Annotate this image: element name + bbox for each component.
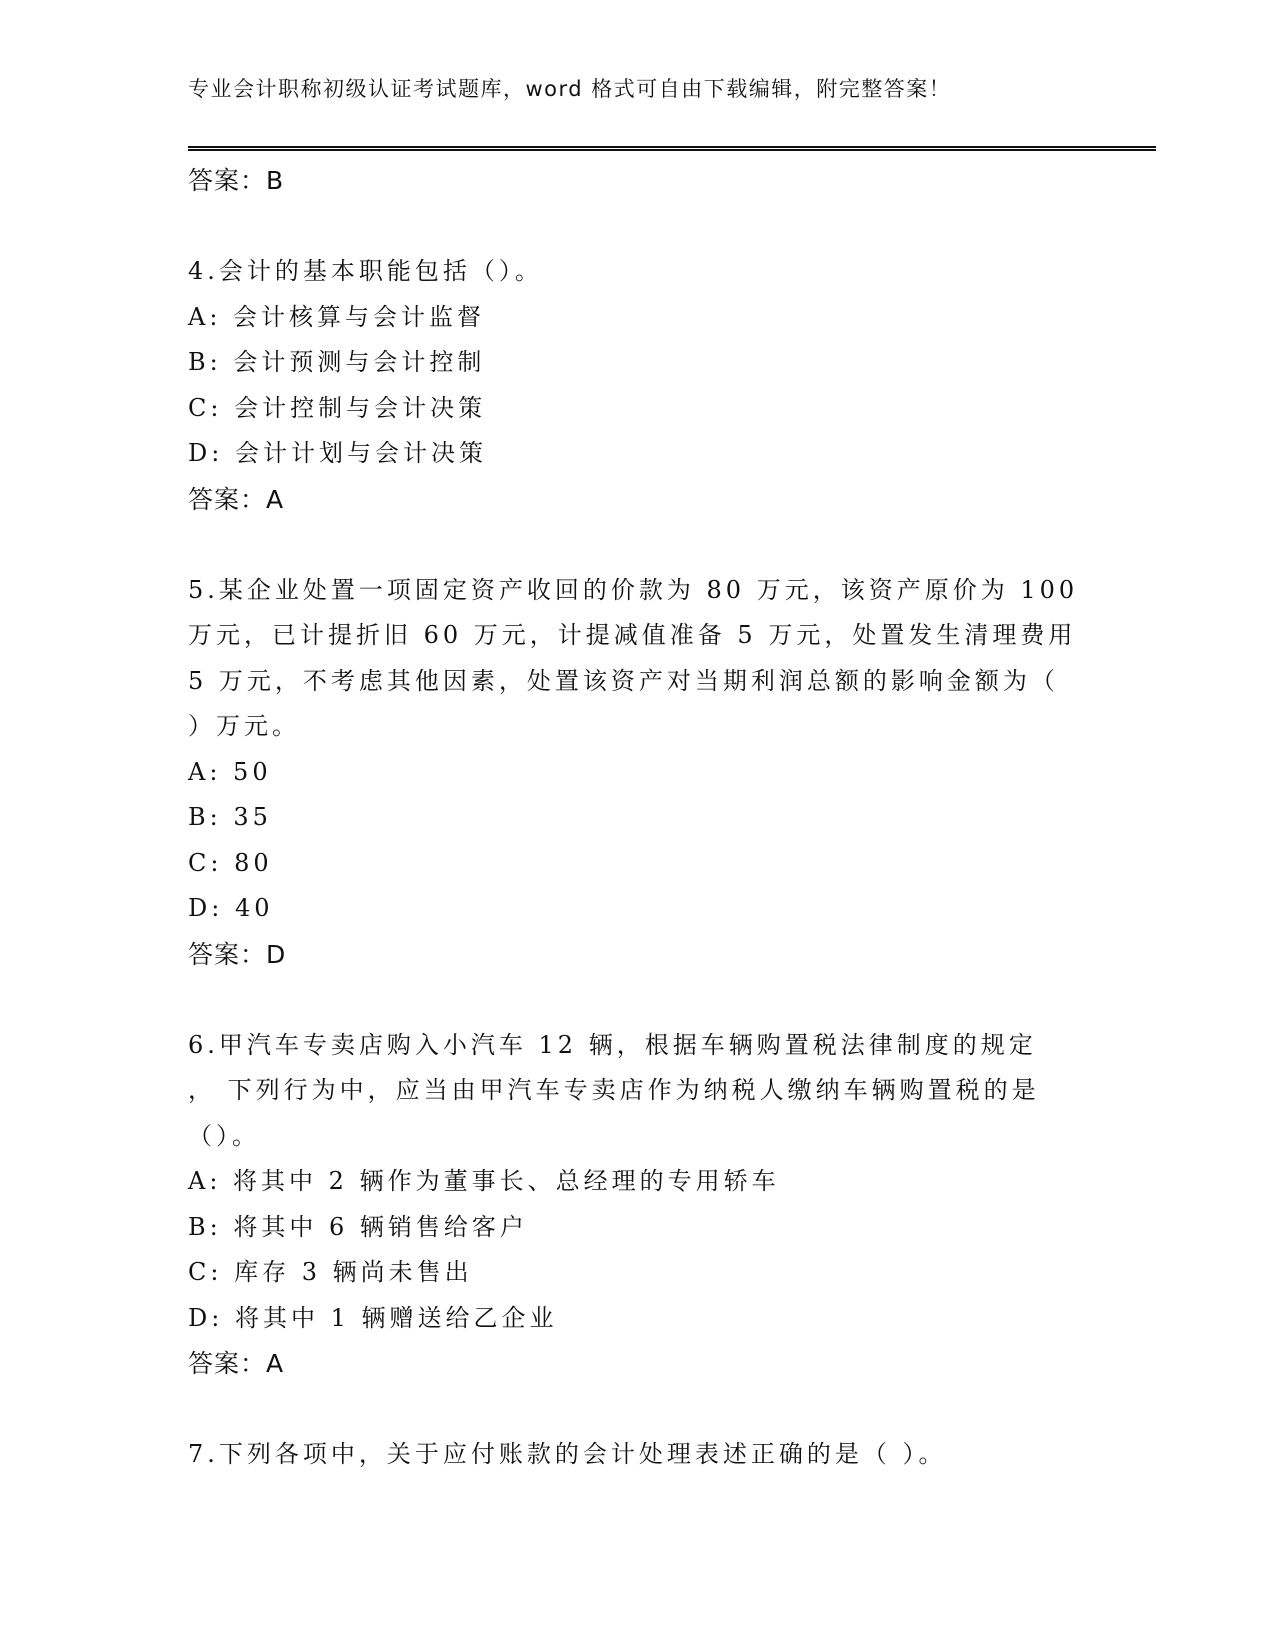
header-double-rule xyxy=(188,146,1156,151)
option-b: B: 35 xyxy=(188,803,272,831)
spacer xyxy=(188,204,1088,250)
question-stem: ）万元。 xyxy=(188,712,300,740)
spacer xyxy=(188,1387,1088,1433)
question-stem: 7.下列各项中，关于应付账款的会计处理表述正确的是（ ）。 xyxy=(188,1440,947,1468)
document-body xyxy=(188,158,1088,1478)
question-block xyxy=(188,1432,1088,1478)
option-a: A: 会计核算与会计监督 xyxy=(188,302,486,331)
question-stem: 4.会计的基本职能包括（）。 xyxy=(188,257,543,285)
question-stem: 5.某企业处置一项固定资产收回的价款为 80 万元，该资产原价为 100 xyxy=(188,575,1079,604)
spacer xyxy=(188,977,1088,1023)
spacer xyxy=(188,522,1088,568)
option-d: D: 会计计划与会计决策 xyxy=(188,439,487,467)
answer-line: 答案：B xyxy=(188,166,285,195)
answer-line: 答案：A xyxy=(188,484,285,514)
option-c: C: 80 xyxy=(188,848,273,877)
option-d: D: 40 xyxy=(188,894,274,922)
option-b: B: 将其中 6 辆销售给客户 xyxy=(188,1212,528,1241)
answer-line: 答案：D xyxy=(188,939,287,969)
question-stem: 6.甲汽车专卖店购入小汽车 12 辆，根据车辆购置税法律制度的规定 xyxy=(188,1030,1037,1059)
question-block xyxy=(188,568,1088,978)
question-stem: 5 万元，不考虑其他因素，处置该资产对当期利润总额的影响金额为（ xyxy=(188,666,1059,695)
question-stem: （）。 xyxy=(188,1121,260,1150)
option-a: A: 50 xyxy=(188,757,272,786)
question-block xyxy=(188,1023,1088,1387)
answer-line: 答案：A xyxy=(188,1349,285,1378)
option-a: A: 将其中 2 辆作为董事长、总经理的专用轿车 xyxy=(188,1167,780,1195)
question-block xyxy=(188,249,1088,522)
page-header: 专业会计职称初级认证考试题库，word 格式可自由下载编辑，附完整答案！ xyxy=(188,77,952,101)
option-b: B: 会计预测与会计控制 xyxy=(188,348,486,376)
option-d: D: 将其中 1 辆赠送给乙企业 xyxy=(188,1303,558,1332)
question-stem: 万元，已计提折旧 60 万元，计提减值准备 5 万元，处置发生清理费用 xyxy=(188,621,1077,649)
option-c: C: 库存 3 辆尚未售出 xyxy=(188,1258,473,1286)
question-stem: ， 下列行为中，应当由甲汽车专卖店作为纳税人缴纳车辆购置税的是 xyxy=(188,1076,1040,1104)
option-c: C: 会计控制与会计决策 xyxy=(188,393,487,422)
